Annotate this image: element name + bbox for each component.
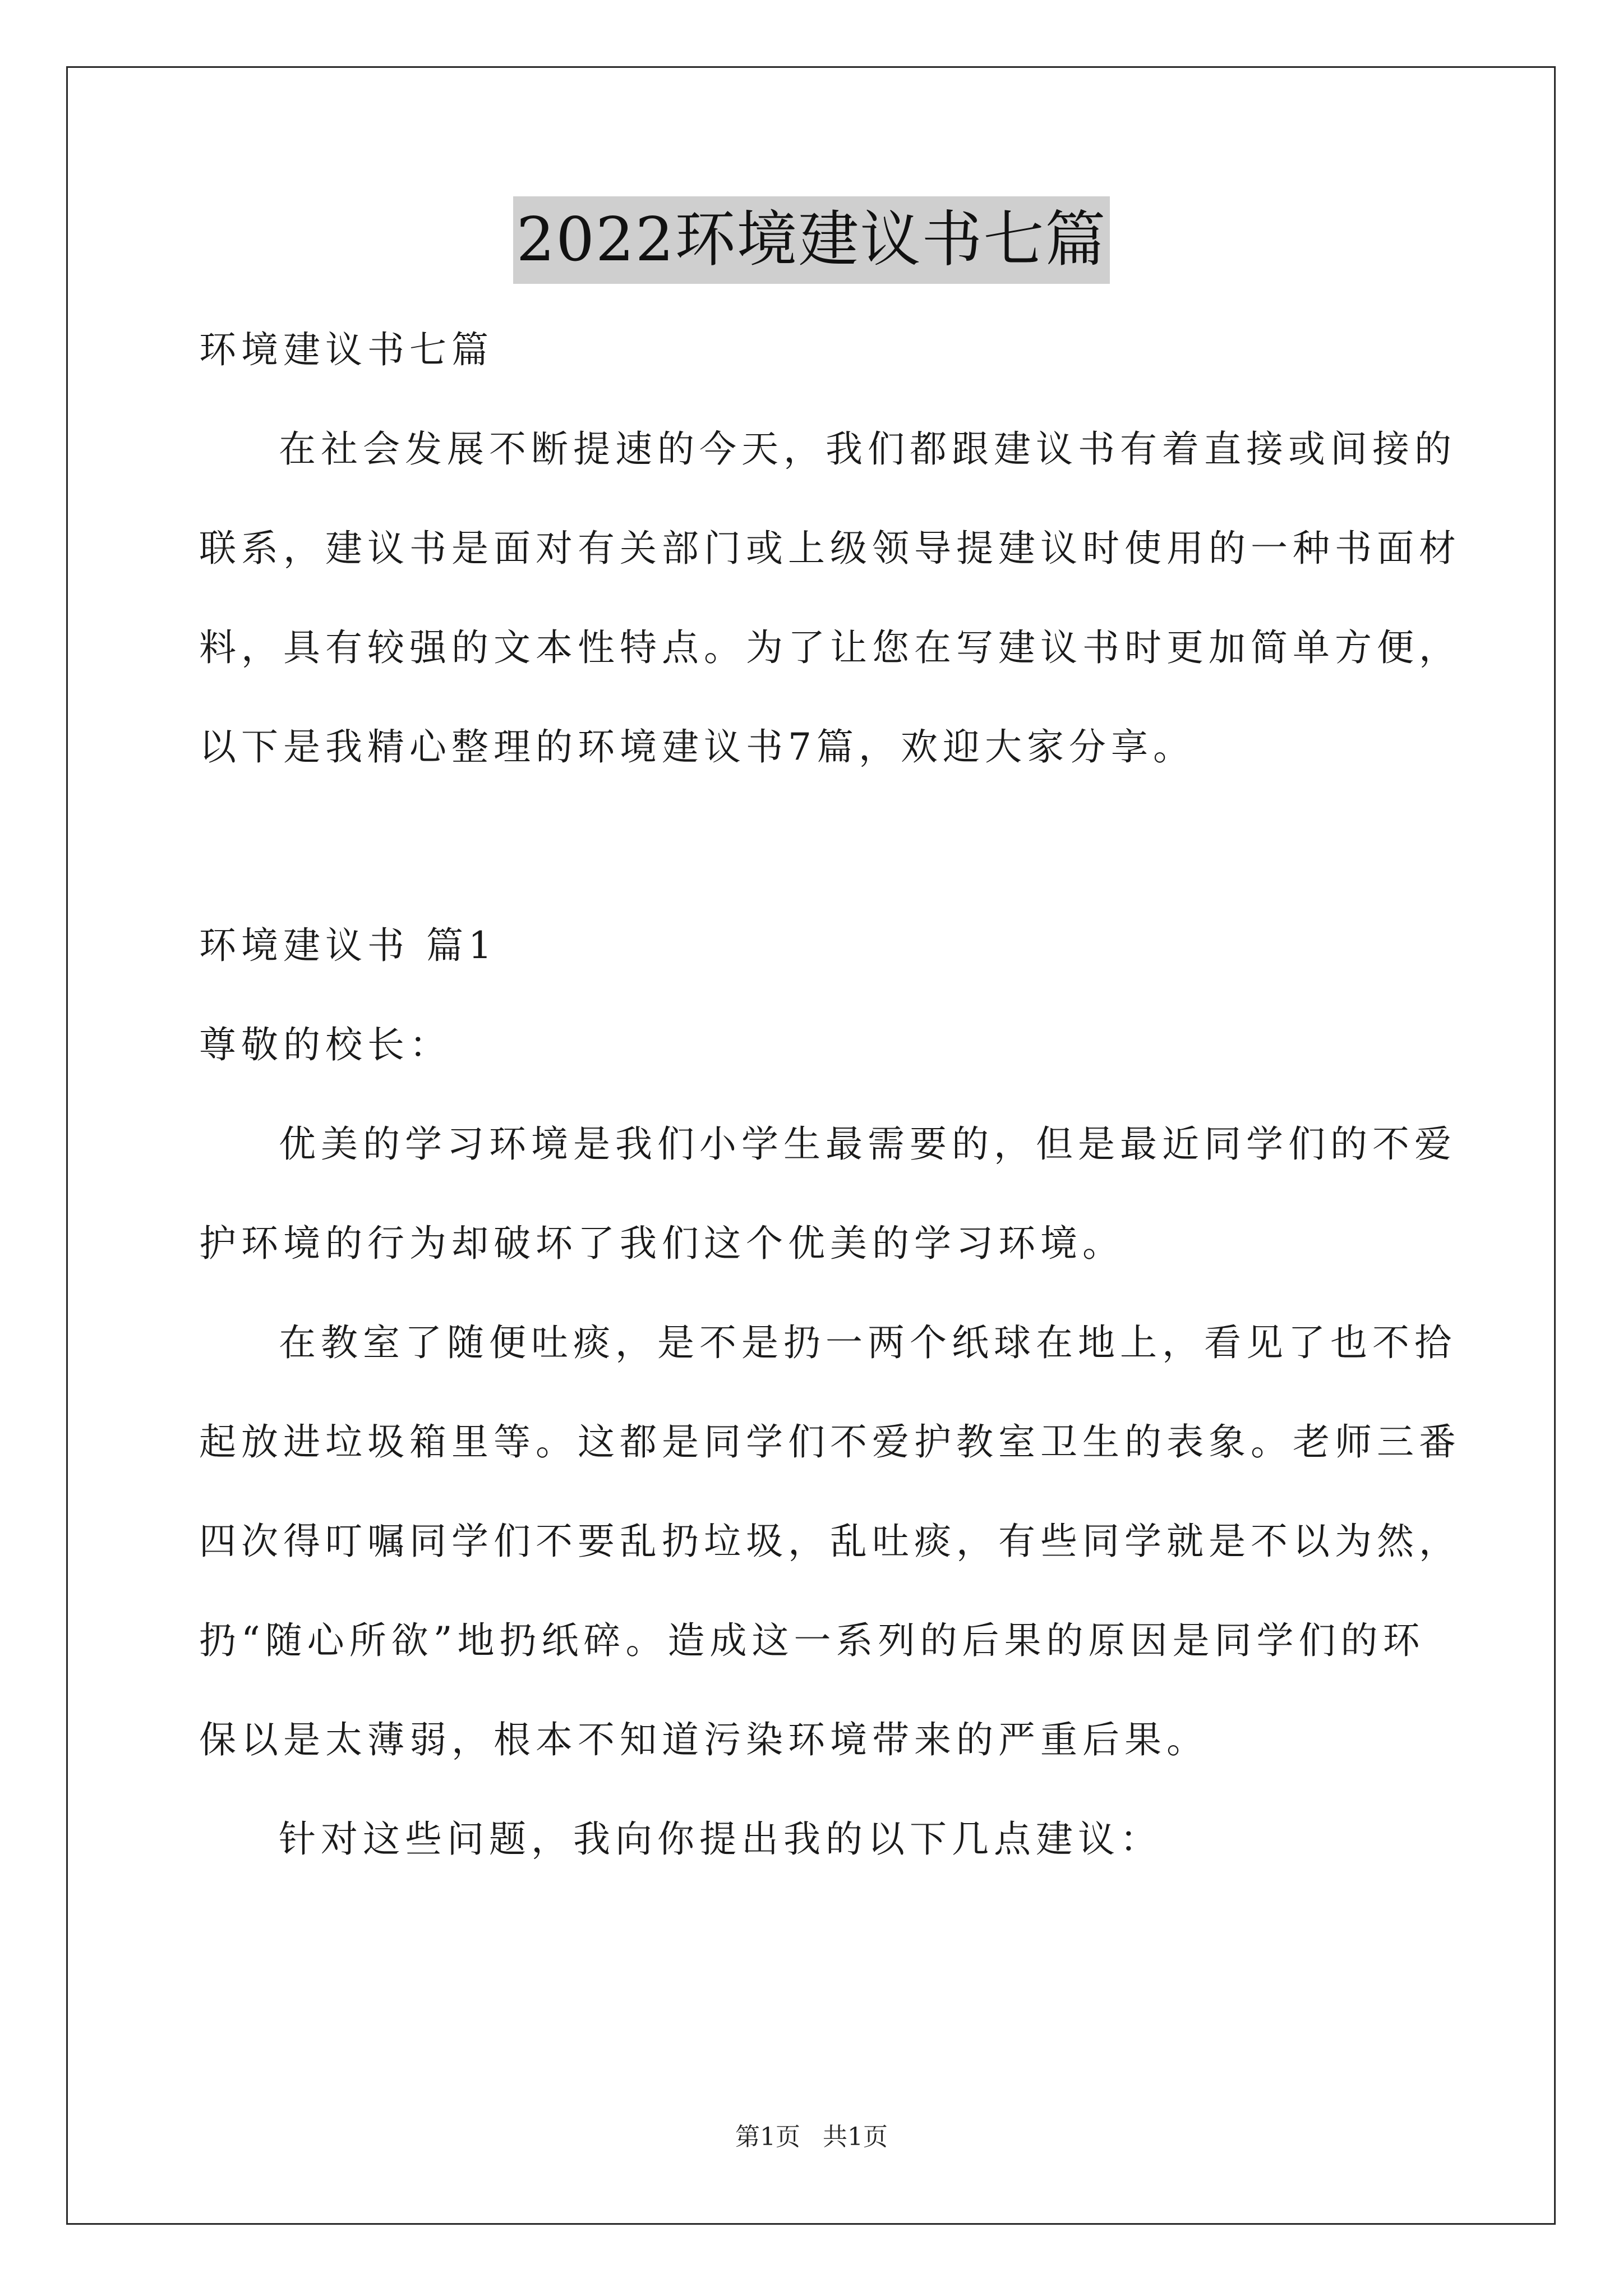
text-line: 起放进垃圾箱里等。这都是同学们不爱护教室卫生的表象。老师三番 <box>199 1420 1461 1464</box>
text-line: 环境建议书 篇1 <box>199 924 497 967</box>
document-body <box>199 300 1461 1889</box>
page-total: 共1页 <box>823 2123 888 2151</box>
text-line: 保以是太薄弱，根本不知道污染环境带来的严重后果。 <box>199 1718 1209 1761</box>
text-line: 针对这些问题，我向你提出我的以下几点建议： <box>279 1818 1162 1861</box>
text-line: 联系，建议书是面对有关部门或上级领导提建议时使用的一种书面材 <box>199 527 1461 570</box>
document-title: 2022环境建议书七篇 <box>513 196 1110 284</box>
text-line: 在教室了随便吐痰，是不是扔一两个纸球在地上，看见了也不拾 <box>279 1321 1456 1364</box>
text-line: 扔“随心所欲”地扔纸碎。造成这一系列的后果的原因是同学们的环 <box>199 1619 1425 1662</box>
text-line: 以下是我精心整理的环境建议书7篇，欢迎大家分享。 <box>199 725 1195 769</box>
title-container <box>0 196 1623 284</box>
page-footer <box>0 2120 1623 2154</box>
text-line: 尊敬的校长： <box>199 1023 451 1066</box>
text-line: 环境建议书七篇 <box>199 328 494 371</box>
text-line: 优美的学习环境是我们小学生最需要的，但是最近同学们的不爱 <box>279 1122 1456 1166</box>
text-line: 料，具有较强的文本性特点。为了让您在写建议书时更加简单方便， <box>199 626 1461 669</box>
page-number: 第1页 <box>735 2123 800 2151</box>
text-line: 护环境的行为却破坏了我们这个优美的学习环境。 <box>199 1222 1124 1265</box>
text-line: 四次得叮嘱同学们不要乱扔垃圾，乱吐痰，有些同学就是不以为然， <box>199 1520 1461 1563</box>
paragraph-gap <box>199 797 1433 896</box>
text-line: 在社会发展不断提速的今天，我们都跟建议书有着直接或间接的 <box>279 427 1456 471</box>
